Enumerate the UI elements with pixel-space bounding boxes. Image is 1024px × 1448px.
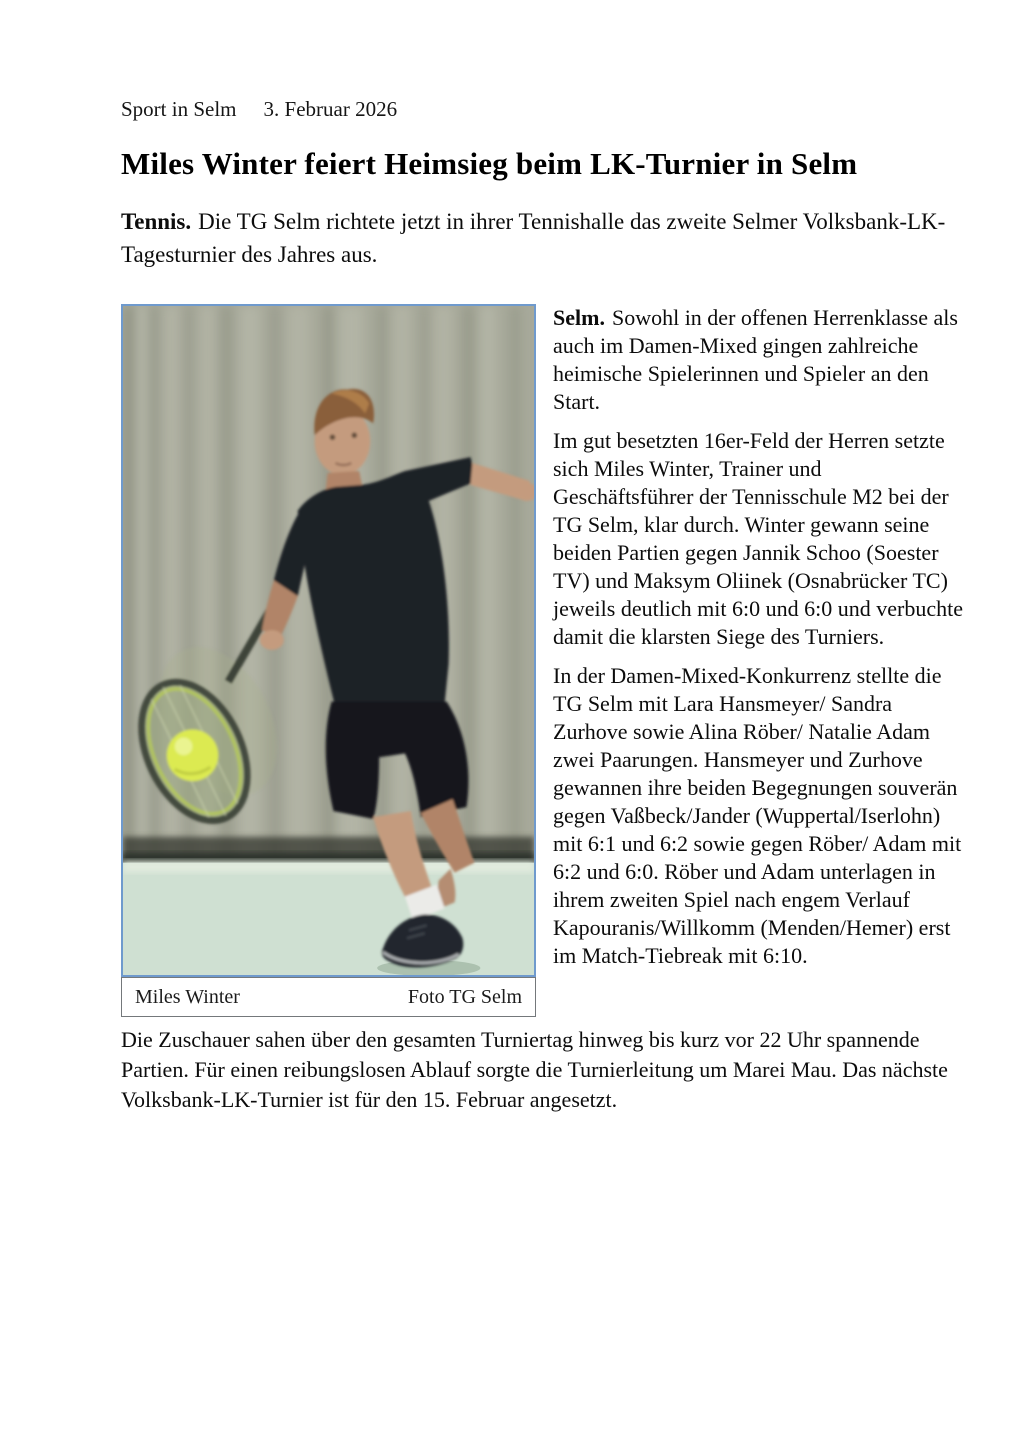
tennis-photo-illustration (123, 306, 534, 975)
player-eye-right (352, 432, 358, 438)
article-photo-figure (121, 304, 536, 1017)
paragraph-text: Sowohl in der offenen Herrenklasse als auch im Damen-Mixed gingen zahlreiche heimische Spielerinnen und Spieler an den Start. (553, 305, 958, 414)
paragraph-text: In der Damen-Mixed-Konkurrenz stellte die TG Selm mit Lara Hansmeyer/ Sandra Zurhove sowie Alina Röber/ Natalie Adam zwei Paarungen. Hansmeyer und Zurhove gewannen ihre beiden Begegnungen souverän gegen Vaßbeck/Jander (Wuppertal/Iserlohn) mit 6:1 und 6:2 sowie gegen Röber/ Adam mit 6:2 und 6:0. Röber und Adam unterlagen in ihrem zweiten Spiel nach engem Verlauf Kapouranis/Willkomm (Menden/Hemer) erst im Match-Tiebreak mit 6:10. (553, 663, 962, 968)
paragraph-herren-feld (553, 427, 965, 651)
tennis-player-photo (121, 304, 536, 977)
masthead-date: 3. Februar 2026 (263, 97, 398, 121)
paragraph-text: Im gut besetzten 16er-Feld der Herren setzte sich Miles Winter, Trainer und Geschäftsführer der Tennisschule M2 bei der TG Selm, klar durch. Winter gewann seine beiden Partien gegen Jannik Schoo (Soester TV) und Maksym Oliinek (Osnabrücker TC) jeweils deutlich mit 6:0 und 6:0 und verbuchte damit die klarsten Siege des Turniers. (553, 428, 963, 649)
player-racket-hand (260, 630, 284, 650)
article-body-column (553, 304, 965, 970)
player-eye-left (330, 434, 336, 440)
paragraph-selm (553, 304, 965, 416)
tennis-ball (167, 729, 219, 781)
closing-paragraph: Die Zuschauer sahen über den gesamten Turniertag hinweg bis kurz vor 22 Uhr spannende Partien. Für einen reibungslosen Ablauf sorgte die Turnierleitung um Marei Mau. Das nächste Volksbank-LK-Turnier ist für den 15. Februar angesetzt. (121, 1027, 948, 1112)
caption-subject: Miles Winter (135, 985, 240, 1008)
lede-text: Die TG Selm richtete jetzt in ihrer Tennishalle das zweite Selmer Volksbank-LK-Tagesturnier des Jahres aus. (121, 209, 946, 267)
hall-floor (123, 863, 534, 975)
caption-credit: Foto TG Selm (407, 985, 522, 1008)
masthead (121, 97, 984, 121)
photo-caption (121, 977, 536, 1017)
masthead-section: Sport in Selm (121, 97, 237, 121)
paragraph-lead-in: Selm. (553, 305, 605, 330)
article-content-row (121, 304, 984, 1017)
headline: Miles Winter feiert Heimsieg beim LK-Turnier in Selm (121, 146, 858, 181)
lede-paragraph (121, 205, 959, 271)
paragraph-damen-mixed (553, 662, 965, 970)
lede-lead-in: Tennis. (121, 209, 192, 234)
